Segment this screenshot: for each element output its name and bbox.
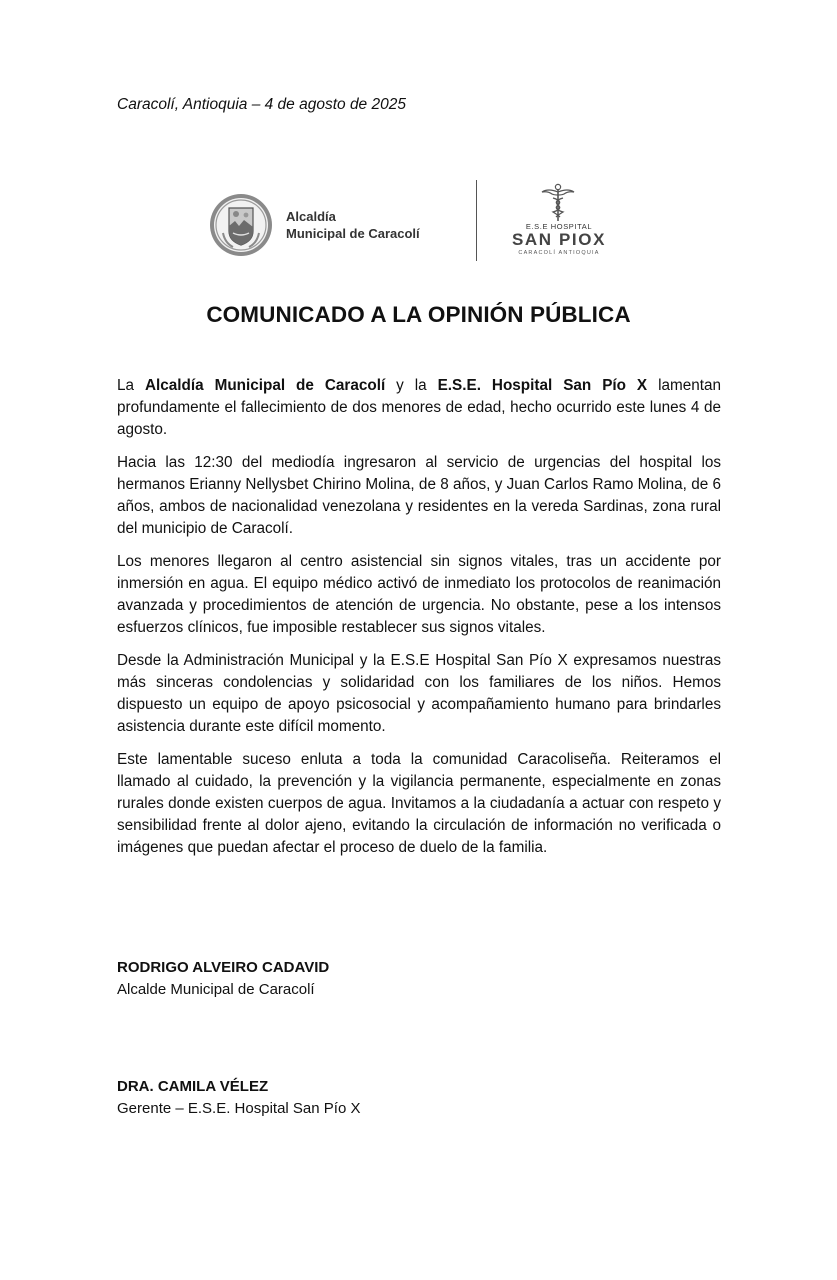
municipal-seal-icon: [209, 193, 273, 257]
signatory-role: Alcalde Municipal de Caracolí: [117, 981, 315, 998]
alcaldia-line1: Alcaldía: [286, 209, 336, 224]
hospital-place: CARACOLÍ ANTIOQUIA: [518, 250, 600, 256]
paragraph-5: Este lamentable suceso enluta a toda la comunidad Caracoliseña. Reiteramos el llamado al cuidado, la prevención y la vigilancia permanente, especialmente en zonas rurales donde existen cuerpos de agua. Invitamos a la ciudadanía a actuar con respeto y sensibilidad frente al dolor ajeno, evitando la circulación de información no verificada o imágenes que puedan afectar el proceso de duelo de la familia.: [117, 751, 721, 856]
paragraph-4: Desde la Administración Municipal y la E.S.E Hospital San Pío X expresamos nuestras más sinceras condolencias y solidaridad con los familiares de los niños. Hemos dispuesto un equipo de apoyo psicosocial y acompañamiento humano para brindarles asistencia durante este difícil momento.: [117, 652, 721, 735]
paragraph-1: [117, 375, 721, 441]
paragraph-2: Hacia las 12:30 del mediodía ingresaron al servicio de urgencias del hospital los hermanos Erianny Nellysbet Chirino Molina, de 8 años, y Juan Carlos Ramo Molina, de 6 años, ambos de nacionalidad venezolana y residentes en la vereda Sardinas, zona rural del municipio de Caracolí.: [117, 454, 721, 537]
hospital-label: E.S.E HOSPITAL: [525, 222, 593, 231]
signatory-name: DRA. CAMILA VÉLEZ: [117, 1078, 269, 1095]
p1-text-post: lamentan profundamente el fallecimiento de dos menores de edad, hecho ocurrido este lunes 4 de agosto.: [117, 377, 722, 438]
p1-text-pre: La: [117, 377, 145, 394]
alcaldia-line2: Municipal de Caracolí: [286, 226, 420, 241]
alcaldia-logo: [209, 193, 449, 259]
page-title: COMUNICADO A LA OPINIÓN PÚBLICA: [206, 302, 631, 327]
signatory-role: Gerente – E.S.E. Hospital San Pío X: [117, 1100, 361, 1117]
dateline: Caracolí, Antioquia – 4 de agosto de 2025: [117, 96, 406, 113]
hospital-logo: [505, 180, 613, 262]
signatory-name: RODRIGO ALVEIRO CADAVID: [117, 959, 330, 976]
alcaldia-wordmark: [286, 208, 420, 242]
signature-block-manager: [117, 1076, 360, 1120]
communique-body: [117, 375, 721, 870]
caduceus-icon: [540, 182, 576, 222]
signature-block-mayor: [117, 957, 329, 1001]
p1-text-mid: y la: [385, 377, 438, 394]
p1-bold-hospital: E.S.E. Hospital San Pío X: [437, 377, 648, 394]
p1-bold-alcaldia: Alcaldía Municipal de Caracolí: [144, 377, 386, 394]
paragraph-3: Los menores llegaron al centro asistencial sin signos vitales, tras un accidente por inmersión en agua. El equipo médico activó de inmediato los protocolos de reanimación avanzada y procedimientos de atención de urgencia. No obstante, pese a los intensos esfuerzos clínicos, fue imposible restablecer sus signos vitales.: [117, 553, 721, 636]
hospital-name: SAN PIOX: [511, 230, 607, 249]
logo-divider: [476, 180, 477, 261]
